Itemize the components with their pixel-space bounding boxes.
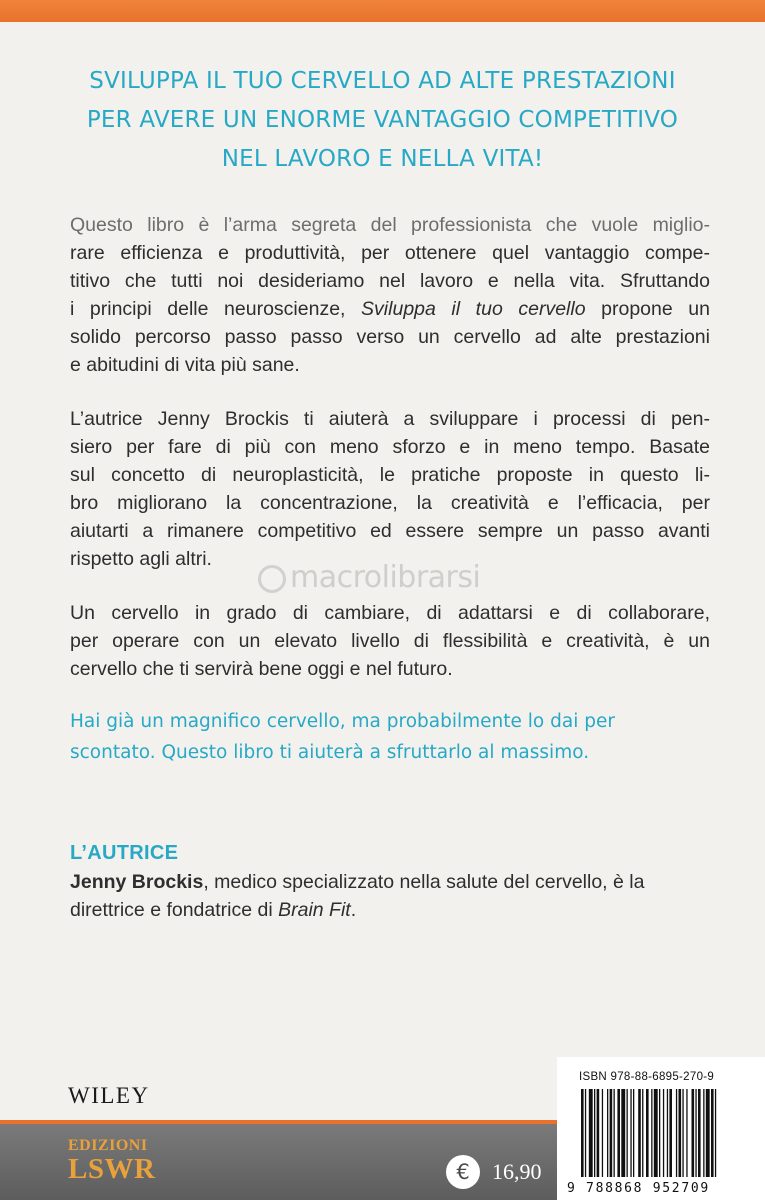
barcode-bar	[667, 1089, 668, 1177]
paragraph-line: solido percorso passo passo verso un cervello ad alte prestazioni	[70, 326, 710, 348]
publisher-line2: LSWR	[68, 1153, 156, 1185]
barcode-bar	[607, 1089, 608, 1177]
barcode-bar	[686, 1089, 687, 1177]
paragraph-line: per operare con un elevato livello di flessibilità e creatività, è un	[70, 630, 710, 652]
barcode-bar	[669, 1089, 672, 1177]
barcode-icon	[575, 1089, 751, 1185]
barcode-box	[557, 1057, 765, 1200]
barcode-bar	[585, 1089, 586, 1177]
wiley-logo: WILEY	[68, 1083, 150, 1108]
paragraph-line	[70, 295, 710, 323]
barcode-bar	[633, 1089, 634, 1177]
barcode-bar	[711, 1089, 714, 1177]
watermark	[258, 560, 480, 595]
barcode-bar	[627, 1089, 628, 1177]
paragraph-line: sul concetto di neuroplasticità, le pratiche proposte in questo li-	[70, 464, 710, 486]
paragraph-text: i principi delle neuroscienze,	[70, 298, 362, 320]
author-name: Jenny Brockis	[70, 871, 204, 893]
top-orange-band	[0, 0, 765, 22]
paragraph-line: rare efficienza e produttività, per ottenere quel vantaggio compe-	[70, 242, 710, 264]
brand-name: Brain Fit	[278, 899, 351, 921]
isbn-label: ISBN 978-88-6895-270-9	[579, 1071, 715, 1083]
barcode-bar	[630, 1089, 631, 1177]
barcode-bar	[676, 1089, 677, 1177]
paragraph-line: titivo che tutti noi desideriamo nel lavoro e nella vita. Sfruttando	[70, 270, 710, 292]
author-bio-text: , medico specializzato nella salute del cervello, è la	[203, 871, 645, 893]
barcode-bar	[602, 1089, 603, 1177]
author-bio-line	[70, 896, 720, 924]
price-value: 16,90	[492, 1159, 542, 1184]
author-bio	[70, 868, 720, 924]
paragraph-line: e abitudini di vita più sane.	[70, 354, 300, 376]
barcode-bar	[638, 1089, 641, 1177]
author-bio-text: direttrice e fondatrice di	[70, 899, 279, 921]
publisher-line1: EDIZIONI	[68, 1137, 148, 1154]
watermark-text: macrolibrarsi	[290, 560, 481, 595]
paragraph-text: propone un	[585, 298, 710, 320]
barcode-bar	[646, 1089, 649, 1177]
paragraph-line: bro migliorano la concentrazione, la creatività e l’efficacia, per	[70, 492, 710, 514]
barcode-bar	[682, 1089, 683, 1177]
tagline	[70, 706, 720, 768]
paragraph-line: Un cervello in grado di cambiare, di adattarsi e di collaborare,	[70, 602, 710, 624]
paragraph-line: cervello che ti servirà bene oggi e nel futuro.	[70, 658, 453, 680]
headline-line: NEL LAVORO E NELLA VITA!	[221, 146, 544, 172]
barcode-bar	[642, 1089, 643, 1177]
barcode-bar	[679, 1089, 682, 1177]
headline-line: PER AVERE UN ENORME VANTAGGIO COMPETITIVO	[86, 107, 679, 133]
barcode-bar	[594, 1089, 595, 1177]
headline-line: SVILUPPA IL TUO CERVELLO AD ALTE PRESTAZIONI	[89, 68, 676, 94]
barcode-bar	[715, 1089, 716, 1177]
paragraph-line: siero per fare di più con meno sforzo e in meno tempo. Basate	[70, 436, 710, 458]
barcode-bar	[589, 1089, 593, 1177]
barcode-bar	[610, 1089, 613, 1177]
barcode-bar	[597, 1089, 600, 1177]
paragraph-closing	[70, 599, 710, 683]
barcode-bar	[581, 1089, 584, 1177]
price	[446, 1155, 542, 1189]
author-bio-text: .	[350, 899, 357, 921]
book-title-italic: Sviluppa il tuo cervello	[361, 298, 586, 320]
publisher-logo	[68, 1138, 155, 1184]
paragraph-intro	[70, 211, 710, 379]
barcode-bar	[621, 1089, 625, 1177]
barcode-bar	[663, 1089, 664, 1177]
author-heading: L’AUTRICE	[70, 842, 179, 864]
headline	[40, 62, 725, 179]
barcode-bar	[695, 1089, 696, 1177]
barcode-bar	[703, 1089, 704, 1177]
paragraph-line: aiutarti a rimanere competitivo ed essere sempre un passo avanti	[70, 520, 710, 542]
barcode-bar	[706, 1089, 710, 1177]
watermark-logo-icon	[258, 565, 286, 593]
paragraph-line: L’autrice Jenny Brockis ti aiuterà a sviluppare i processi di pen-	[70, 408, 710, 430]
barcode-bar	[614, 1089, 615, 1177]
barcode-bar	[659, 1089, 660, 1177]
barcode-bar	[654, 1089, 658, 1177]
barcode-bar	[698, 1089, 701, 1177]
euro-icon: €	[446, 1155, 480, 1189]
barcode-digits: 9 788868 952709	[567, 1181, 710, 1196]
barcode-bar	[692, 1089, 695, 1177]
tagline-line: Hai già un magnifico cervello, ma probabilmente lo dai per	[70, 711, 615, 732]
author-bio-line	[70, 868, 720, 896]
barcode-bar	[651, 1089, 652, 1177]
paragraph-line: rispetto agli altri.	[70, 548, 212, 570]
paragraph-line: Questo libro è l’arma segreta del professionista che vuole miglio-	[70, 214, 710, 236]
barcode-bar	[617, 1089, 620, 1177]
tagline-line: scontato. Questo libro ti aiuterà a sfruttarlo al massimo.	[70, 742, 590, 763]
paragraph-author-method	[70, 405, 710, 573]
